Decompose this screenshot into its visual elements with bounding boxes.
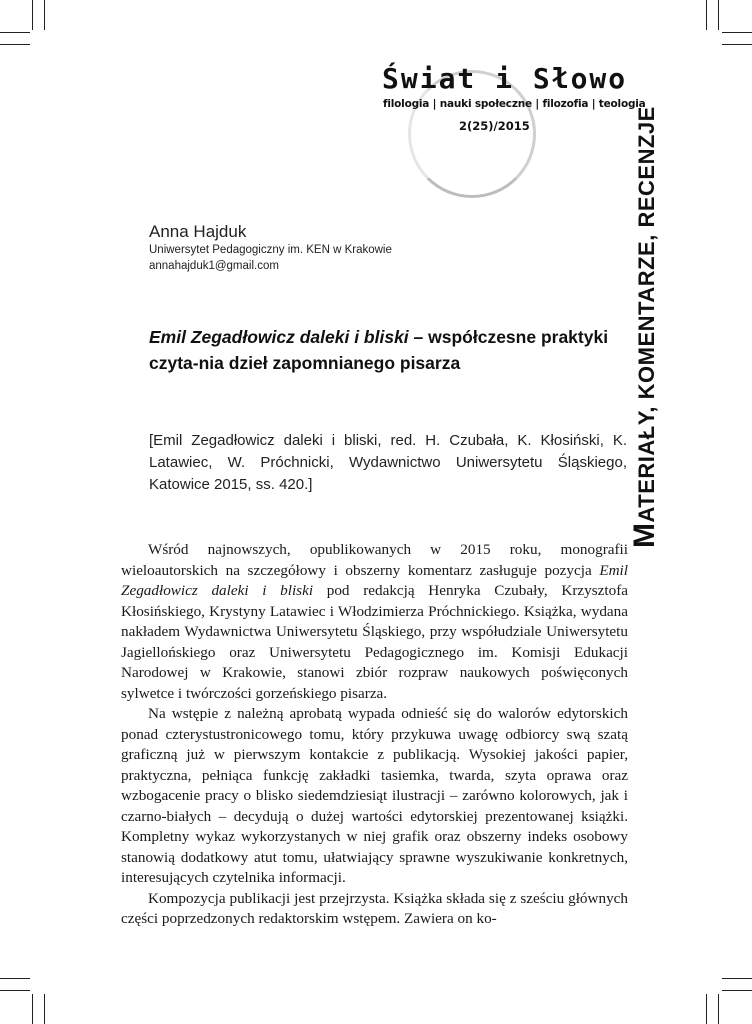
author-email: annahajduk1@gmail.com: [149, 260, 279, 272]
crop-mark: [718, 994, 719, 1024]
crop-mark: [722, 978, 752, 979]
crop-mark: [32, 994, 33, 1024]
crop-mark: [44, 0, 45, 30]
crop-mark: [0, 32, 30, 33]
bibliography-note: [Emil Zegadłowicz daleki i bliski, red. H. Czubała, K. Kłosiński, K. Latawiec, W. Próchnicki, Wydawnictwo Uniwersytetu Śląskiego, Katowice 2015, ss. 420.]: [149, 432, 627, 493]
crop-mark: [718, 0, 719, 30]
journal-title: Świat i Słowo: [382, 62, 628, 95]
author-affiliation: Uniwersytet Pedagogiczny im. KEN w Krakowie: [149, 244, 392, 256]
crop-mark: [706, 0, 707, 30]
crop-mark: [0, 978, 30, 979]
article-title: [149, 324, 621, 376]
paragraph-text: pod redakcją Henryka Czubały, Krzysztofa Kłosińskiego, Krystyny Latawiec i Włodzimierza Próchnickiego. Książka, wydana nakładem Wydawnictwa Uniwersytetu Śląskiego, przy współudziale Uniwersytetu Jagiellońskiego oraz Uniwersytetu Pedagogicznego im. Komisji Edukacji Narodowej w Krakowie, stanowi zbiór rozpraw naukowych poświęconych sylwetce i twórczości gorzeńskiego pisarza.: [121, 582, 629, 702]
crop-mark: [32, 0, 33, 30]
article-title-rest: – współczesne praktyki czyta-nia dzieł zapomnianego pisarza: [149, 327, 609, 373]
section-label-text: ATERIAŁY, KOMENTARZE, RECENZJE: [634, 106, 659, 523]
paragraph: Na wstępie z należną aprobatą wypada odnieść się do walorów edytorskich ponad czterystustronicowego tomu, który przykuwa uwagę odbiorcy swą szatą graficzną już w pierwszym kontakcie z publikacją. Wysokiej jakości papier, praktyczna, pełniąca funkcję zakładki tasiemka, twarda, szyta oprawa oraz wzbogacenie pracy o blisko siedemdziesiąt ilustracji – zarówno kolorowych, jak i czarno-białych – decydują o dużej wartości edytorskiej prezentowanej książki. Kompletny wykaz wykorzystanych w niej grafik oraz obszerny indeks osobowy stanowią dodatkowy atut tomu, ułatwiający sprawne wyszukiwanie konkretnych, interesujących czytelnika informacji.: [121, 705, 628, 886]
book-title: Emil Zegadłowicz daleki i bliski: [121, 561, 628, 599]
paragraph: [121, 540, 628, 704]
journal-subtitle: filologia | nauki społeczne | filozofia | teologia: [383, 98, 646, 110]
article-title-italic: Emil Zegadłowicz daleki i bliski: [149, 327, 409, 347]
author-block: [149, 222, 392, 274]
paragraph: Kompozycja publikacji jest przejrzysta. Książka składa się z sześciu głównych części poprzedzonych redaktorskim wstępem. Zawiera on ko-: [121, 889, 628, 927]
crop-mark: [0, 990, 30, 991]
crop-mark: [722, 990, 752, 991]
author-name: Anna Hajduk: [149, 222, 247, 241]
crop-mark: [722, 44, 752, 45]
crop-mark: [706, 994, 707, 1024]
crop-mark: [0, 44, 30, 45]
paragraph-text: Wśród najnowszych, opublikowanych w 2015 roku, monografii wieloautorskich na szczegółowy i obszerny komentarz zasługuje pozycja: [121, 541, 628, 579]
section-label: MATERIAŁY, KOMENTARZE, RECENZJE: [628, 106, 661, 548]
crop-mark: [44, 994, 45, 1024]
journal-issue: 2(25)/2015: [459, 119, 530, 133]
crop-mark: [722, 32, 752, 33]
article-body: [121, 540, 628, 930]
